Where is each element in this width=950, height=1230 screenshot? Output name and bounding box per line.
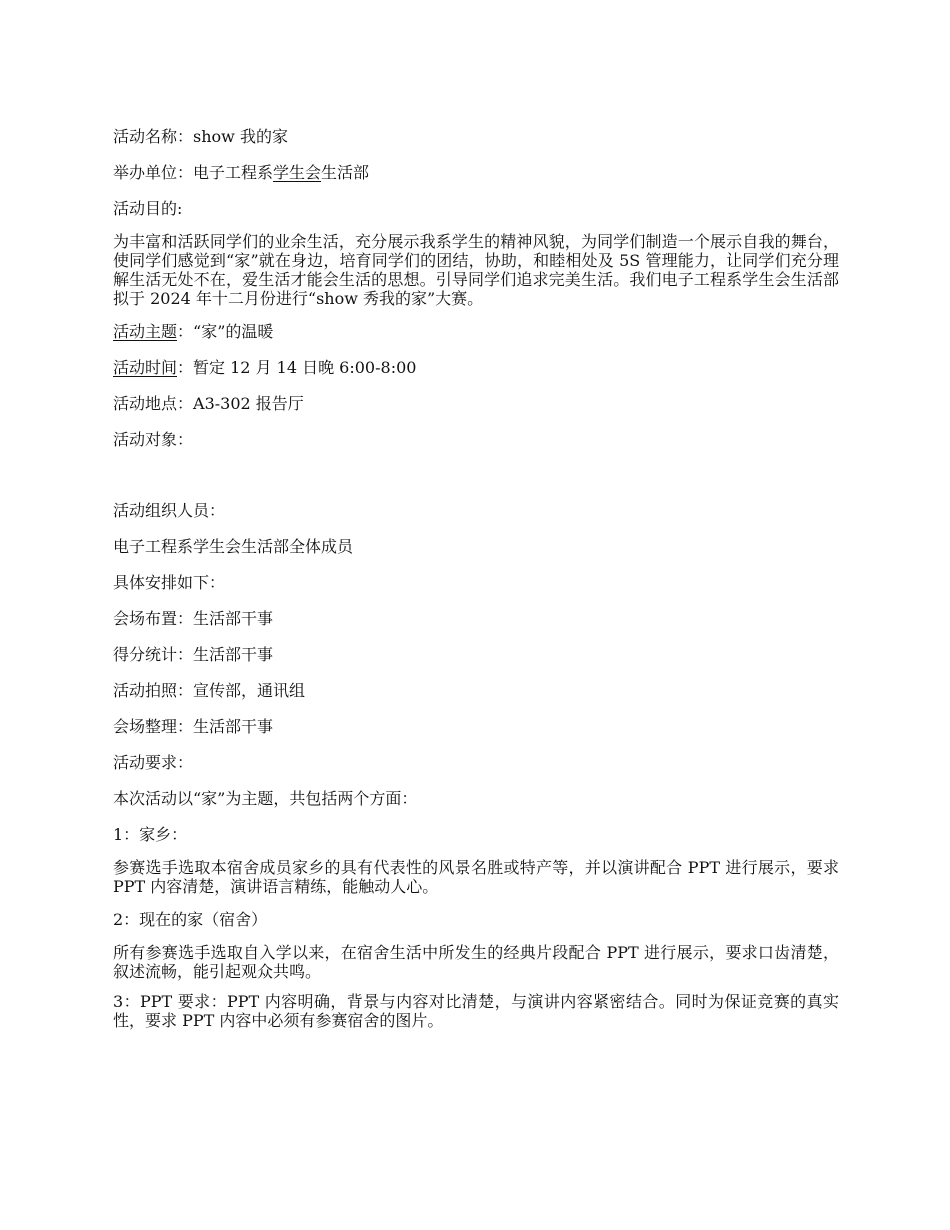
time-line: [113, 355, 839, 380]
requirement-1-text: 参赛选手选取本宿舍成员家乡的具有代表性的风景名胜或特产等，并以演讲配合 PPT 进行展示，要求 PPT 内容清楚，演讲语言精练，能触动人心。: [113, 858, 839, 896]
arrangement-item-label: 会场整理：: [113, 717, 194, 736]
time-label[interactable]: 活动时间: [113, 358, 178, 377]
requirements-intro: 本次活动以“家”为主题，共包括两个方面：: [113, 789, 418, 808]
requirements-label: 活动要求：: [113, 753, 194, 772]
arrangement-label: 具体安排如下：: [113, 573, 226, 592]
theme-line: [113, 319, 839, 344]
organizers-value: 电子工程系学生会生活部全体成员: [113, 537, 354, 556]
location-label: 活动地点：: [113, 394, 194, 413]
audience-label: 活动对象：: [113, 430, 194, 449]
organizer-line: [113, 160, 839, 185]
requirement-2-text: 所有参赛选手选取自入学以来，在宿舍生活中所发生的经典片段配合 PPT 进行展示，要求口齿清楚，叙述流畅，能引起观众共鸣。: [113, 943, 839, 981]
activity-name-value: show 我的家: [193, 127, 288, 146]
activity-name-label: 活动名称：: [113, 127, 194, 146]
time-value: 暂定 12 月 14 日晚 6:00-8:00: [193, 358, 417, 377]
arrangement-item: [113, 642, 839, 667]
arrangement-item: [113, 714, 839, 739]
student-union-link[interactable]: 学生会: [273, 163, 322, 182]
arrangement-item-value: 生活部干事: [193, 645, 274, 664]
organizers-label: 活动组织人员：: [113, 501, 226, 520]
requirement-2-title: 2：现在的家（宿舍）: [113, 910, 268, 929]
arrangement-item-label: 得分统计：: [113, 645, 194, 664]
requirement-3-text: 3：PPT 要求：PPT 内容明确，背景与内容对比清楚，与演讲内容紧密结合。同时为保证竞赛的真实性，要求 PPT 内容中必须有参赛宿舍的图片。: [113, 992, 839, 1030]
theme-label[interactable]: 活动主题: [113, 322, 178, 341]
arrangement-item-value: 生活部干事: [193, 717, 274, 736]
arrangement-item: [113, 606, 839, 631]
organizer-label: 举办单位：: [113, 163, 194, 182]
theme-sep: ：: [177, 322, 194, 341]
time-sep: ：: [177, 358, 194, 377]
activity-name-line: [113, 124, 839, 149]
document-body: [113, 124, 839, 1041]
purpose-label: 活动目的:: [113, 199, 183, 218]
arrangement-item-label: 活动拍照：: [113, 681, 194, 700]
arrangement-item-label: 会场布置：: [113, 609, 194, 628]
blank-line: [113, 463, 839, 498]
location-line: [113, 391, 839, 416]
location-value: A3-302 报告厅: [193, 394, 304, 413]
purpose-paragraph: 为丰富和活跃同学们的业余生活，充分展示我系学生的精神风貌，为同学们制造一个展示自我的舞台，使同学们感觉到“家”就在身边，培育同学们的团结，协助，和睦相处及 5S 管理能力，让同学们充分理解生活无处不在，爱生活才能会生活的思想。引导同学们追求完美生活。我们电子工程系学生会生活部拟于 2024 年十二月份进行“show 秀我的家”大赛。: [113, 232, 839, 308]
arrangement-item-value: 宣传部，通讯组: [193, 681, 306, 700]
arrangement-item-value: 生活部干事: [193, 609, 274, 628]
organizer-value-post: 生活部: [321, 163, 370, 182]
organizer-value-pre: 电子工程系: [193, 163, 274, 182]
arrangement-item: [113, 678, 839, 703]
requirement-1-title: 1：家乡：: [113, 825, 188, 844]
theme-value: “家”的温暖: [193, 322, 274, 341]
